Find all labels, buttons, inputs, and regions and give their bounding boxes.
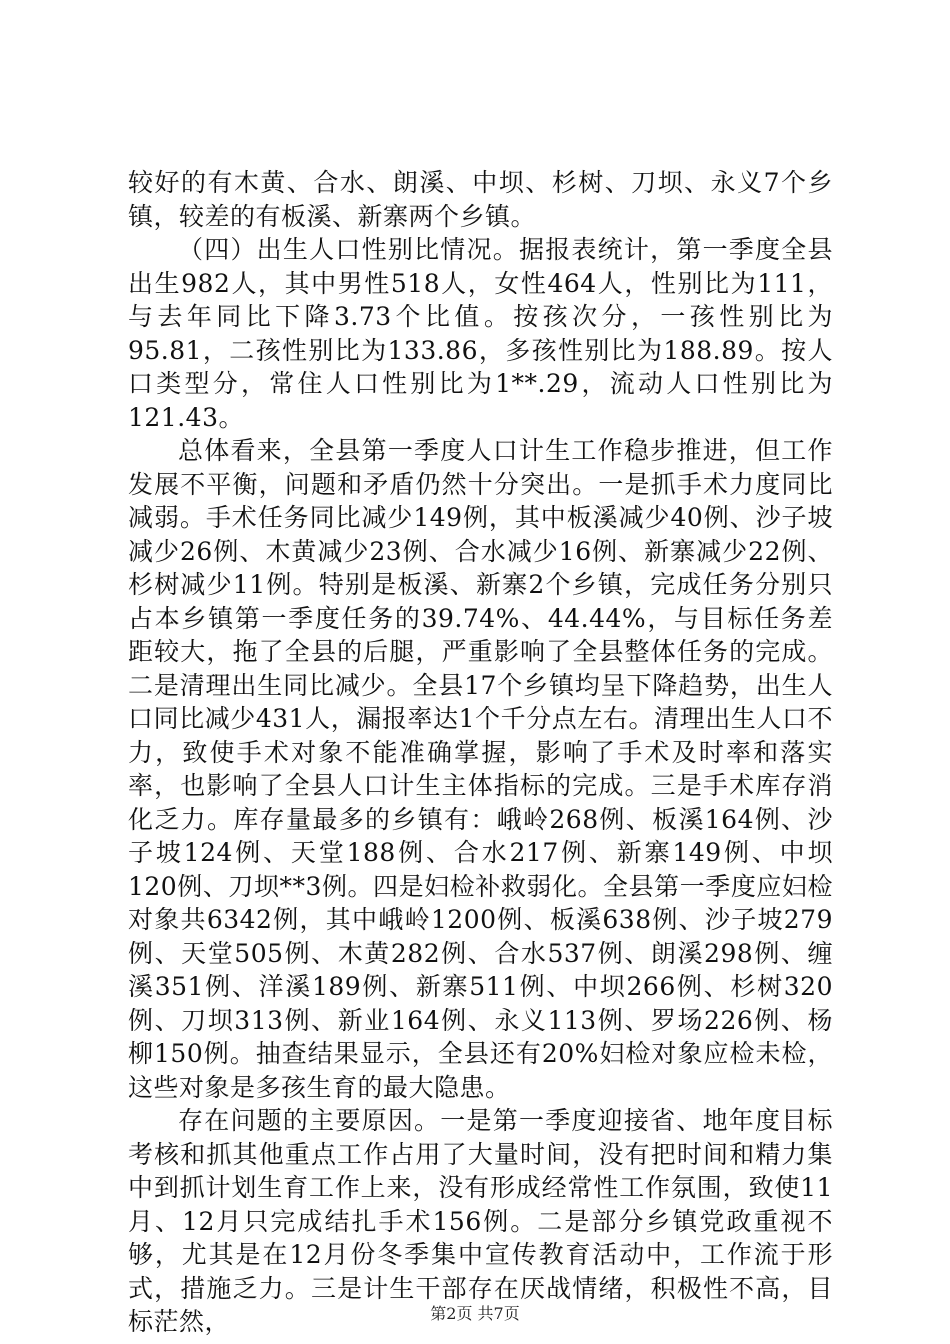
- paragraph-main-causes: 存在问题的主要原因。一是第一季度迎接省、地年度目标考核和抓其他重点工作占用了大量时间，没有把时间和精力集中到抓计划生育工作上来，没有形成经常性工作氛围，致使11月、12月只完成结扎手术156例。二是部分乡镇党政重视不够，尤其是在12月份冬季集中宣传教育活动中，工作流于形式，措施乏力。三是计生干部存在厌战情绪，积极性不高，目标茫然，: [128, 1106, 833, 1336]
- paragraph-continuation: 较好的有木黄、合水、朗溪、中坝、杉树、刀坝、永义7个乡镇，较差的有板溪、新寨两个乡镇。: [128, 168, 833, 231]
- paragraph-overall-assessment: 总体看来，全县第一季度人口计生工作稳步推进，但工作发展不平衡，问题和矛盾仍然十分突出。一是抓手术力度同比减弱。手术任务同比减少149例，其中板溪减少40例、沙子坡减少26例、木黄减少23例、合水减少16例、新寨减少22例、杉树减少11例。特别是板溪、新寨2个乡镇，完成任务分别只占本乡镇第一季度任务的39.74%、44.44%，与目标任务差距较大，拖了全县的后腿，严重影响了全县整体任务的完成。二是清理出生同比减少。全县17个乡镇均呈下降趋势，出生人口同比减少431人，漏报率达1个千分点左右。清理出生人口不力，致使手术对象不能准确掌握，影响了手术及时率和落实率，也影响了全县人口计生主体指标的完成。三是手术库存消化乏力。库存量最多的乡镇有：峨岭268例、板溪164例、沙子坡124例、天堂188例、合水217例、新寨149例、中坝120例、刀坝**3例。四是妇检补救弱化。全县第一季度应妇检对象共6342例，其中峨岭1200例、板溪638例、沙子坡279例、天堂505例、木黄282例、合水537例、朗溪298例、缠溪351例、洋溪189例、新寨511例、中坝266例、杉树320例、刀坝313例、新业164例、永义113例、罗场226例、杨柳150例。抽查结果显示，全县还有20%妇检对象应检未检，这些对象是多孩生育的最大隐患。: [128, 436, 833, 1102]
- document-body: [128, 166, 833, 1339]
- page-number-footer: 第2页 共7页: [430, 1304, 520, 1323]
- paragraph-sex-ratio: （四）出生人口性别比情况。据报表统计，第一季度全县出生982人，其中男性518人，女性464人，性别比为111，与去年同比下降3.73个比值。按孩次分，一孩性别比为95.81，二孩性别比为133.86，多孩性别比为188.89。按人口类型分，常住人口性别比为1**.29，流动人口性别比为121.43。: [128, 235, 833, 432]
